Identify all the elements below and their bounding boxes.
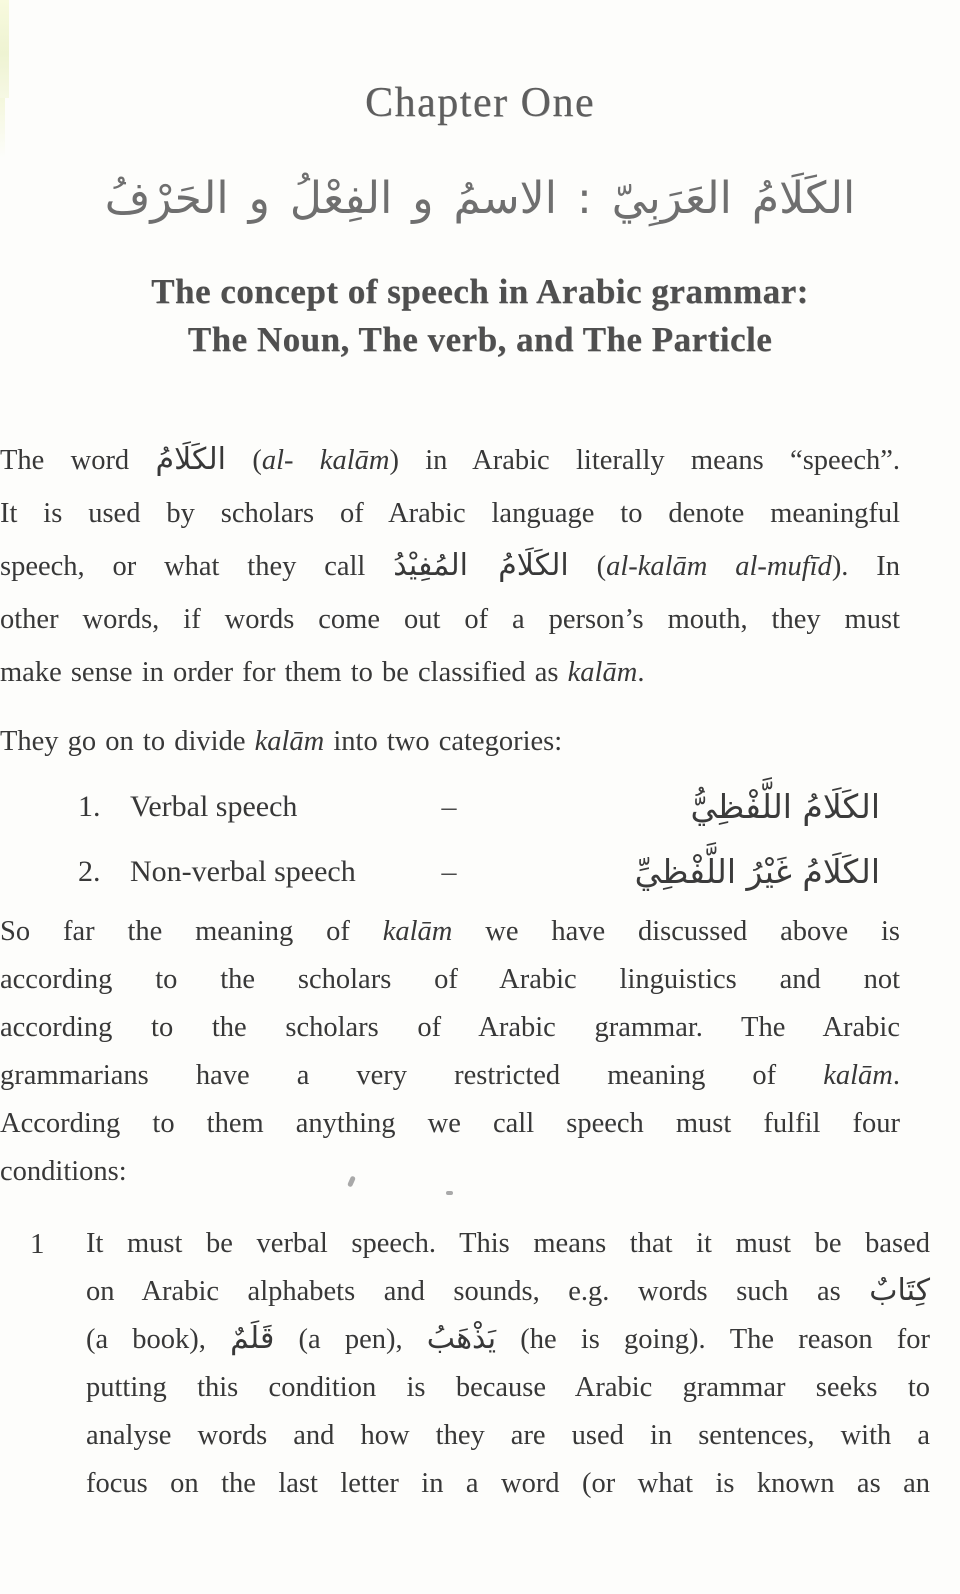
text-line xyxy=(0,715,900,768)
page-edge-scan-strip xyxy=(0,0,9,98)
page-edge-scan-strip-fade xyxy=(0,98,5,158)
text-line xyxy=(86,1220,930,1268)
subtitle-line-2: The Noun, The verb, and The Particle xyxy=(187,320,773,359)
text-line xyxy=(86,1412,930,1460)
paragraph-kalam-definition xyxy=(0,434,900,699)
text-segment: kalām xyxy=(254,726,325,757)
condition-number: 1 xyxy=(30,1228,45,1260)
text-line xyxy=(0,956,900,1004)
text-segment: ( xyxy=(226,445,262,476)
arabic-text: الكَلَامُ xyxy=(155,442,227,477)
text-segment: on Arabic alphabets and sounds, e.g. words such as xyxy=(86,1276,870,1307)
text-segment: kalām xyxy=(382,916,453,947)
text-segment: al- kalām xyxy=(261,445,390,476)
text-segment: other words, if words come out of a person’s mouth, they must xyxy=(0,604,900,635)
text-segment: They go on to divide xyxy=(0,726,255,757)
list-item-label: Non-verbal speech xyxy=(130,854,356,888)
text-segment: . xyxy=(637,657,645,688)
text-segment: ( xyxy=(568,551,607,582)
text-segment: (a book), xyxy=(86,1324,231,1355)
list-item-number: 1. xyxy=(78,789,101,823)
text-segment: The word xyxy=(0,445,156,476)
text-segment: kalām xyxy=(567,657,638,688)
chapter-title: Chapter One xyxy=(365,80,595,126)
text-line xyxy=(86,1364,930,1412)
list-item-arabic-term: الكَلَامُ اللَّفْظِيُّ xyxy=(690,787,880,826)
text-segment: speech, or what they call xyxy=(0,551,394,582)
list-item xyxy=(78,774,930,839)
text-line xyxy=(0,1052,900,1100)
text-segment: (a pen), xyxy=(274,1324,427,1355)
text-segment: So far the meaning of xyxy=(0,916,383,947)
text-line xyxy=(0,1004,900,1052)
text-segment: into two categories: xyxy=(324,726,563,757)
text-line xyxy=(0,646,900,699)
paragraph-grammarians-view xyxy=(0,908,900,1196)
text-segment: ). In xyxy=(831,551,901,582)
text-segment: grammarians have a very restricted meaning of xyxy=(0,1060,824,1091)
list-item xyxy=(78,839,930,904)
arabic-text: الكَلَامُ المُفِيْدُ xyxy=(393,548,569,583)
condition-text xyxy=(86,1220,930,1508)
condition-item-1 xyxy=(30,1220,930,1508)
list-item-label: Verbal speech xyxy=(130,789,298,823)
arabic-headline: الكَلَامُ العَرَبِيّ : الاسمُ و الفِعْلُ و الحَرْفُ xyxy=(104,173,856,224)
text-segment: kalām xyxy=(823,1060,893,1091)
arabic-text: يَذْهَبُ xyxy=(426,1321,497,1356)
text-segment: It is used by scholars of Arabic language to denote meaningful xyxy=(0,498,900,529)
text-segment: . xyxy=(892,1060,900,1091)
list-item-number: 2. xyxy=(78,854,101,888)
text-line xyxy=(0,1148,900,1196)
text-line xyxy=(0,434,900,487)
text-segment: (he is going). The reason for xyxy=(496,1324,931,1355)
text-segment: It must be verbal speech. This means that it must be based xyxy=(86,1228,930,1259)
text-segment: putting this condition is because Arabic grammar seeks to xyxy=(86,1372,930,1403)
text-segment: focus on the last letter in a word (or what is known as an xyxy=(86,1468,930,1499)
text-segment: al-kalām al-mufīd xyxy=(606,551,832,582)
text-segment: According to them anything we call speech must fulfil four xyxy=(0,1108,900,1139)
text-line xyxy=(0,1100,900,1148)
category-list xyxy=(78,774,930,904)
text-line xyxy=(0,487,900,540)
list-item-dash: – xyxy=(441,789,457,823)
text-segment: ) in Arabic literally means “speech”. xyxy=(389,445,901,476)
text-segment: analyse words and how they are used in sentences, with a xyxy=(86,1420,930,1451)
subtitle-line-1: The concept of speech in Arabic grammar: xyxy=(151,272,809,311)
arabic-text: قَلَمٌ xyxy=(230,1321,275,1356)
text-line xyxy=(0,540,900,593)
text-segment: we have discussed above is xyxy=(452,916,900,947)
text-line xyxy=(0,593,900,646)
list-item-dash: – xyxy=(441,854,457,888)
text-line xyxy=(86,1316,930,1364)
text-line xyxy=(0,908,900,956)
text-segment: according to the scholars of Arabic linguistics and not xyxy=(0,964,900,995)
chapter-subtitle xyxy=(0,268,960,364)
scan-speck xyxy=(446,1191,453,1195)
list-item-arabic-term: الكَلَامُ غَيْرُ اللَّفْظِيِّ xyxy=(634,852,880,891)
categories-intro xyxy=(0,715,900,768)
text-segment: conditions: xyxy=(0,1156,127,1187)
text-line xyxy=(86,1268,930,1316)
text-line xyxy=(86,1460,930,1508)
text-segment: according to the scholars of Arabic grammar. The Arabic xyxy=(0,1012,900,1043)
text-segment: make sense in order for them to be classified as xyxy=(0,657,568,688)
arabic-text: كِتَابٌ xyxy=(869,1273,930,1308)
